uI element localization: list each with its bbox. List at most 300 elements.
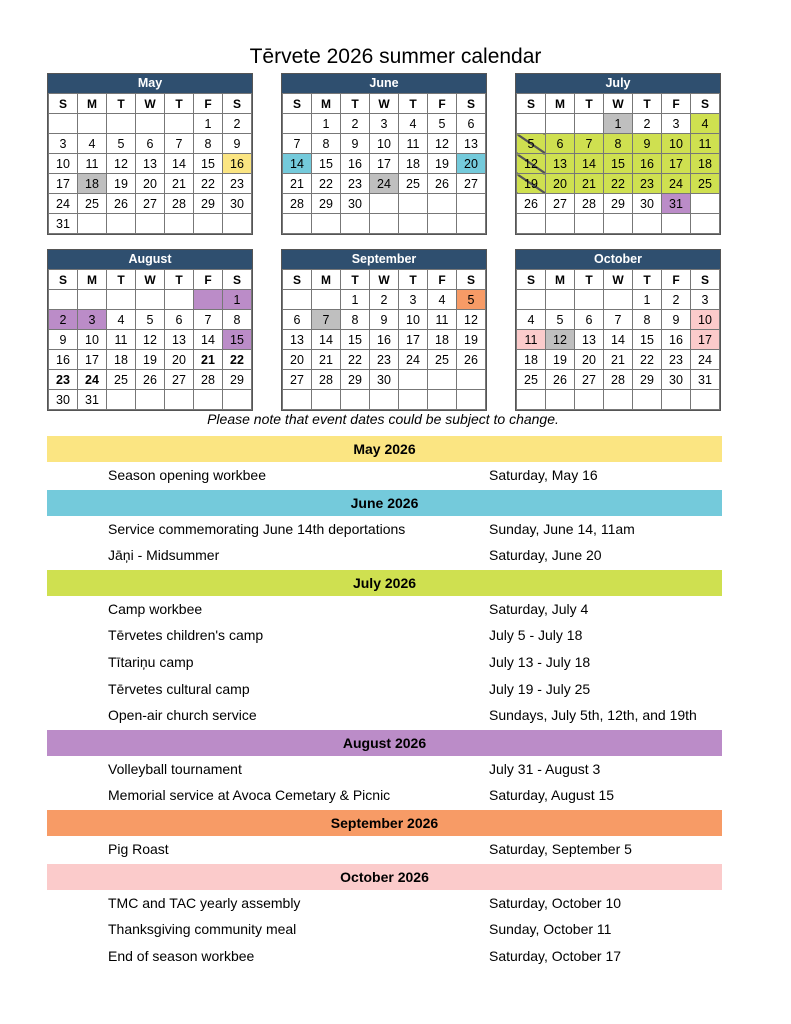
month-band: May 2026 — [47, 436, 722, 462]
day-cell: 2 — [662, 290, 691, 310]
day-cell: 26 — [136, 370, 165, 390]
empty-cell — [457, 370, 486, 390]
event-date: Saturday, June 20 — [489, 547, 602, 564]
event-date: Saturday, October 10 — [489, 894, 622, 911]
empty-cell — [136, 114, 165, 134]
empty-cell — [136, 214, 165, 234]
day-cell: 4 — [691, 114, 720, 134]
day-cell: 6 — [283, 310, 312, 330]
day-cell: 26 — [457, 350, 486, 370]
empty-cell — [428, 390, 457, 410]
day-cell: 10 — [49, 154, 78, 174]
day-cell: 3 — [78, 310, 107, 330]
day-cell: 8 — [312, 134, 341, 154]
weekday-header: S — [517, 94, 546, 114]
event-row — [47, 542, 722, 569]
event-row — [47, 943, 722, 970]
day-cell: 13 — [546, 154, 575, 174]
day-cell: 2 — [370, 290, 399, 310]
event-date: Saturday, August 15 — [489, 787, 615, 804]
empty-cell — [575, 214, 604, 234]
day-cell: 16 — [662, 330, 691, 350]
day-cell: 1 — [194, 114, 223, 134]
empty-cell — [457, 390, 486, 410]
day-cell: 28 — [604, 370, 633, 390]
day-cell: 8 — [223, 310, 252, 330]
day-cell: 19 — [428, 154, 457, 174]
day-cell: 17 — [78, 350, 107, 370]
day-cell: 3 — [370, 114, 399, 134]
event-name: Camp workbee — [108, 600, 203, 617]
day-cell: 28 — [283, 194, 312, 214]
day-cell: 27 — [165, 370, 194, 390]
day-cell: 7 — [312, 310, 341, 330]
day-cell: 27 — [457, 174, 486, 194]
day-cell: 1 — [341, 290, 370, 310]
empty-cell — [517, 290, 546, 310]
day-cell: 6 — [575, 310, 604, 330]
day-cell: 29 — [604, 194, 633, 214]
day-cell: 10 — [662, 134, 691, 154]
day-cell: 14 — [604, 330, 633, 350]
day-cell: 28 — [194, 370, 223, 390]
day-cell: 8 — [633, 310, 662, 330]
day-cell: 29 — [194, 194, 223, 214]
day-cell: 28 — [312, 370, 341, 390]
empty-cell — [107, 114, 136, 134]
day-cell: 21 — [575, 174, 604, 194]
day-cell: 20 — [575, 350, 604, 370]
day-cell: 10 — [691, 310, 720, 330]
day-cell: 30 — [662, 370, 691, 390]
empty-cell — [662, 214, 691, 234]
month-name: August — [48, 250, 252, 269]
month-band: June 2026 — [47, 490, 722, 516]
empty-cell — [691, 194, 720, 214]
day-cell: 28 — [575, 194, 604, 214]
event-row — [47, 462, 722, 489]
weekday-header: F — [662, 270, 691, 290]
weekday-header: T — [107, 94, 136, 114]
weekday-header: T — [341, 94, 370, 114]
empty-cell — [604, 290, 633, 310]
day-cell: 7 — [194, 310, 223, 330]
event-name: Tītariņu camp — [108, 653, 194, 670]
empty-cell — [428, 194, 457, 214]
month-name: May — [48, 74, 252, 93]
day-cell: 30 — [341, 194, 370, 214]
event-date: Saturday, May 16 — [489, 467, 598, 483]
weekday-header: W — [136, 270, 165, 290]
day-cell: 8 — [194, 134, 223, 154]
event-date: Saturday, July 4 — [489, 600, 589, 617]
event-date: July 19 - July 25 — [489, 680, 591, 697]
day-cell: 25 — [107, 370, 136, 390]
weekday-header: F — [194, 94, 223, 114]
weekday-header: M — [78, 94, 107, 114]
weekday-header: W — [370, 94, 399, 114]
day-cell: 12 — [457, 310, 486, 330]
calendar-september — [281, 249, 487, 411]
empty-cell — [136, 290, 165, 310]
day-cell: 21 — [283, 174, 312, 194]
day-cell: 9 — [341, 134, 370, 154]
empty-cell — [78, 114, 107, 134]
day-cell: 21 — [194, 350, 223, 370]
day-cell: 2 — [633, 114, 662, 134]
day-cell: 15 — [194, 154, 223, 174]
month-name: September — [282, 250, 486, 269]
event-row — [47, 916, 722, 943]
day-cell: 1 — [604, 114, 633, 134]
month-band: July 2026 — [47, 570, 722, 596]
weekday-header: S — [691, 94, 720, 114]
day-cell: 12 — [517, 154, 546, 174]
event-name: Thanksgiving community meal — [108, 921, 297, 938]
day-cell: 4 — [517, 310, 546, 330]
event-date: Sunday, October 11 — [489, 921, 612, 938]
day-cell: 26 — [107, 194, 136, 214]
event-name: Memorial service at Avoca Cemetary & Picnic — [108, 787, 391, 804]
weekday-header: W — [370, 270, 399, 290]
event-date: July 13 - July 18 — [489, 653, 591, 670]
weekday-header: T — [399, 270, 428, 290]
month-band: September 2026 — [47, 810, 722, 836]
day-cell: 12 — [136, 330, 165, 350]
weekday-header: T — [165, 94, 194, 114]
weekday-header: T — [399, 94, 428, 114]
day-cell: 10 — [78, 330, 107, 350]
day-cell: 24 — [399, 350, 428, 370]
day-cell: 1 — [223, 290, 252, 310]
day-cell: 18 — [691, 154, 720, 174]
empty-cell — [633, 390, 662, 410]
day-cell: 11 — [107, 330, 136, 350]
weekday-header: M — [546, 94, 575, 114]
weekday-header: T — [165, 270, 194, 290]
day-cell: 26 — [428, 174, 457, 194]
event-name: Tērvetes children's camp — [108, 627, 264, 644]
day-cell: 17 — [399, 330, 428, 350]
day-cell: 30 — [370, 370, 399, 390]
day-cell: 5 — [457, 290, 486, 310]
day-cell: 11 — [691, 134, 720, 154]
day-cell: 12 — [546, 330, 575, 350]
day-cell: 16 — [341, 154, 370, 174]
day-cell: 29 — [341, 370, 370, 390]
day-cell: 3 — [399, 290, 428, 310]
empty-cell — [341, 390, 370, 410]
day-cell: 20 — [165, 350, 194, 370]
empty-cell — [78, 214, 107, 234]
day-cell: 2 — [49, 310, 78, 330]
event-name: Jāņi - Midsummer — [108, 547, 220, 564]
event-name: End of season workbee — [108, 947, 255, 964]
day-cell: 30 — [633, 194, 662, 214]
empty-cell — [517, 214, 546, 234]
day-cell: 24 — [370, 174, 399, 194]
day-cell: 23 — [633, 174, 662, 194]
day-cell: 22 — [604, 174, 633, 194]
day-cell: 17 — [49, 174, 78, 194]
day-cell: 8 — [604, 134, 633, 154]
day-cell: 25 — [517, 370, 546, 390]
day-cell: 19 — [546, 350, 575, 370]
event-row — [47, 756, 722, 783]
event-date: Saturday, September 5 — [489, 840, 632, 857]
empty-cell — [136, 390, 165, 410]
empty-cell — [517, 114, 546, 134]
day-cell: 21 — [604, 350, 633, 370]
weekday-header: M — [312, 94, 341, 114]
event-date: Sunday, June 14, 11am — [489, 520, 635, 537]
day-cell: 15 — [604, 154, 633, 174]
month-band: October 2026 — [47, 864, 722, 890]
day-cell: 11 — [399, 134, 428, 154]
day-cell: 5 — [136, 310, 165, 330]
month-name: July — [516, 74, 720, 93]
weekday-header: T — [575, 94, 604, 114]
empty-cell — [546, 390, 575, 410]
day-cell: 19 — [136, 350, 165, 370]
day-cell: 22 — [633, 350, 662, 370]
weekday-header: M — [78, 270, 107, 290]
empty-cell — [165, 290, 194, 310]
day-cell: 5 — [428, 114, 457, 134]
day-cell: 9 — [662, 310, 691, 330]
calendar-may — [47, 73, 253, 235]
event-name: Service commemorating June 14th deportations — [108, 520, 406, 537]
day-cell: 18 — [107, 350, 136, 370]
day-cell: 24 — [691, 350, 720, 370]
day-cell: 9 — [49, 330, 78, 350]
empty-cell — [633, 214, 662, 234]
day-cell: 25 — [399, 174, 428, 194]
day-cell: 14 — [312, 330, 341, 350]
day-cell: 8 — [341, 310, 370, 330]
empty-cell — [49, 290, 78, 310]
day-cell: 4 — [107, 310, 136, 330]
day-cell: 20 — [546, 174, 575, 194]
empty-cell — [312, 290, 341, 310]
weekday-header: F — [428, 94, 457, 114]
day-cell: 19 — [457, 330, 486, 350]
empty-cell — [107, 290, 136, 310]
empty-cell — [546, 214, 575, 234]
day-cell: 25 — [428, 350, 457, 370]
weekday-header: S — [457, 270, 486, 290]
empty-cell — [78, 290, 107, 310]
day-cell: 11 — [428, 310, 457, 330]
event-row — [47, 676, 722, 703]
weekday-header: T — [633, 270, 662, 290]
day-cell: 21 — [165, 174, 194, 194]
day-cell: 15 — [341, 330, 370, 350]
event-date: Sundays, July 5th, 12th, and 19th — [489, 707, 697, 724]
day-cell: 27 — [136, 194, 165, 214]
weekday-header: S — [49, 270, 78, 290]
event-row — [47, 702, 722, 729]
month-name: October — [516, 250, 720, 269]
day-cell: 3 — [662, 114, 691, 134]
month-name: June — [282, 74, 486, 93]
day-cell: 24 — [78, 370, 107, 390]
day-cell: 6 — [457, 114, 486, 134]
event-row — [47, 649, 722, 676]
weekday-header: F — [194, 270, 223, 290]
day-cell: 4 — [78, 134, 107, 154]
day-cell: 17 — [370, 154, 399, 174]
weekday-header: M — [312, 270, 341, 290]
day-cell: 23 — [49, 370, 78, 390]
empty-cell — [49, 114, 78, 134]
empty-cell — [457, 214, 486, 234]
event-name: Volleyball tournament — [108, 760, 242, 777]
empty-cell — [283, 290, 312, 310]
day-cell: 5 — [546, 310, 575, 330]
day-cell: 31 — [662, 194, 691, 214]
empty-cell — [107, 390, 136, 410]
day-cell: 22 — [194, 174, 223, 194]
day-cell: 19 — [107, 174, 136, 194]
empty-cell — [312, 390, 341, 410]
weekday-header: S — [283, 94, 312, 114]
day-cell: 30 — [49, 390, 78, 410]
event-row — [47, 782, 722, 809]
weekday-header: W — [604, 270, 633, 290]
day-cell: 24 — [662, 174, 691, 194]
day-cell: 29 — [223, 370, 252, 390]
empty-cell — [691, 390, 720, 410]
empty-cell — [223, 390, 252, 410]
day-cell: 19 — [517, 174, 546, 194]
day-cell: 15 — [633, 330, 662, 350]
day-cell: 1 — [312, 114, 341, 134]
day-cell: 5 — [107, 134, 136, 154]
day-cell: 2 — [341, 114, 370, 134]
day-cell: 26 — [517, 194, 546, 214]
day-cell: 12 — [107, 154, 136, 174]
day-cell: 18 — [78, 174, 107, 194]
event-date: July 31 - August 3 — [489, 760, 601, 777]
day-cell: 23 — [223, 174, 252, 194]
day-cell: 27 — [546, 194, 575, 214]
event-row — [47, 516, 722, 543]
empty-cell — [399, 214, 428, 234]
day-cell: 26 — [546, 370, 575, 390]
day-cell: 13 — [283, 330, 312, 350]
empty-cell — [575, 114, 604, 134]
day-cell: 31 — [691, 370, 720, 390]
empty-cell — [370, 214, 399, 234]
day-cell: 13 — [165, 330, 194, 350]
day-cell: 2 — [223, 114, 252, 134]
day-cell: 25 — [78, 194, 107, 214]
day-cell: 22 — [223, 350, 252, 370]
weekday-header: S — [223, 94, 252, 114]
day-cell: 17 — [691, 330, 720, 350]
day-cell: 14 — [194, 330, 223, 350]
empty-cell — [370, 390, 399, 410]
empty-cell — [194, 390, 223, 410]
day-cell: 27 — [575, 370, 604, 390]
day-cell: 7 — [575, 134, 604, 154]
empty-cell — [283, 114, 312, 134]
empty-cell — [399, 390, 428, 410]
event-schedule — [47, 436, 722, 969]
event-date: Saturday, October 17 — [489, 947, 622, 964]
day-cell: 13 — [136, 154, 165, 174]
day-cell: 21 — [312, 350, 341, 370]
event-row — [47, 622, 722, 649]
day-cell: 11 — [517, 330, 546, 350]
empty-cell — [575, 390, 604, 410]
empty-cell — [107, 214, 136, 234]
empty-cell — [662, 390, 691, 410]
weekday-header: S — [517, 270, 546, 290]
empty-cell — [194, 214, 223, 234]
day-cell: 7 — [604, 310, 633, 330]
page-title: Tērvete 2026 summer calendar — [249, 45, 542, 68]
day-cell: 7 — [165, 134, 194, 154]
calendar-october — [515, 249, 721, 411]
event-date: July 5 - July 18 — [489, 627, 583, 644]
day-cell: 4 — [399, 114, 428, 134]
day-cell: 13 — [575, 330, 604, 350]
calendar-july — [515, 73, 721, 235]
empty-cell — [165, 390, 194, 410]
empty-cell — [457, 194, 486, 214]
day-cell: 14 — [283, 154, 312, 174]
empty-cell — [223, 214, 252, 234]
day-cell: 16 — [633, 154, 662, 174]
empty-cell — [546, 290, 575, 310]
event-name: Season opening workbee — [108, 467, 267, 483]
day-cell: 7 — [283, 134, 312, 154]
empty-cell — [341, 214, 370, 234]
empty-cell — [399, 194, 428, 214]
event-name: Pig Roast — [108, 840, 169, 857]
day-cell: 10 — [370, 134, 399, 154]
day-cell: 29 — [633, 370, 662, 390]
day-cell: 11 — [78, 154, 107, 174]
day-cell: 14 — [165, 154, 194, 174]
calendar-june — [281, 73, 487, 235]
empty-cell — [399, 370, 428, 390]
empty-cell — [546, 114, 575, 134]
empty-cell — [165, 214, 194, 234]
day-cell: 4 — [428, 290, 457, 310]
empty-cell — [575, 290, 604, 310]
day-cell: 20 — [283, 350, 312, 370]
day-cell: 1 — [633, 290, 662, 310]
day-cell: 9 — [633, 134, 662, 154]
empty-cell — [312, 214, 341, 234]
empty-cell — [428, 370, 457, 390]
day-cell: 13 — [457, 134, 486, 154]
day-cell: 20 — [457, 154, 486, 174]
day-cell: 31 — [49, 214, 78, 234]
day-cell: 29 — [312, 194, 341, 214]
empty-cell — [604, 390, 633, 410]
event-name: Tērvetes cultural camp — [108, 680, 250, 697]
day-cell: 6 — [165, 310, 194, 330]
day-cell: 5 — [517, 134, 546, 154]
day-cell: 31 — [78, 390, 107, 410]
weekday-header: W — [604, 94, 633, 114]
day-cell: 23 — [370, 350, 399, 370]
weekday-header: F — [662, 94, 691, 114]
